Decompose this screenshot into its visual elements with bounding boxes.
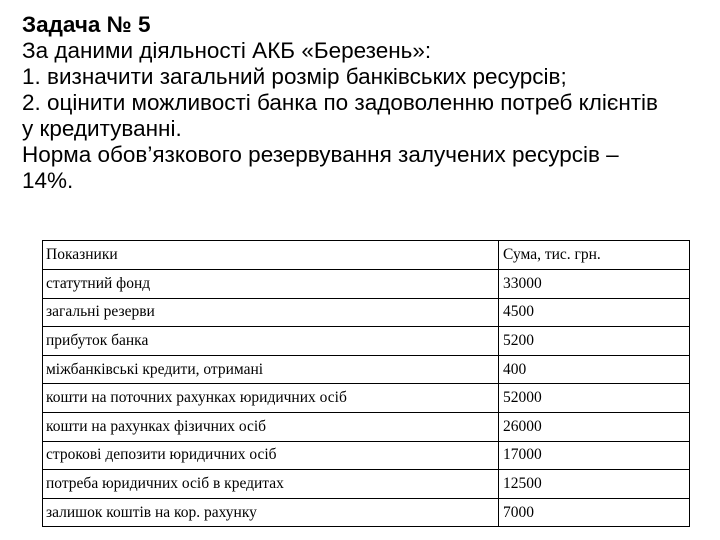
row-label: загальні резерви [43, 298, 499, 327]
table-row [43, 441, 690, 470]
header-indicators: Показники [43, 241, 499, 270]
row-value: 7000 [499, 498, 690, 527]
row-value: 4500 [499, 298, 690, 327]
task-line: За даними діяльності АКБ «Березень»: [22, 38, 432, 63]
task-text [22, 12, 712, 194]
task-line: Норма обов’язкового резервування залучених ресурсів – [22, 142, 619, 167]
table-row [43, 498, 690, 527]
task-line: 14%. [22, 168, 74, 193]
row-value: 33000 [499, 270, 690, 299]
row-label: прибуток банка [43, 327, 499, 356]
table-row [43, 384, 690, 413]
table-row [43, 270, 690, 299]
row-label: строкові депозити юридичних осіб [43, 441, 499, 470]
row-label: потреба юридичних осіб в кредитах [43, 470, 499, 499]
task-line: 2. оцінити можливості банка по задоволенню потреб клієнтів [22, 90, 659, 115]
row-label: статутний фонд [43, 270, 499, 299]
row-value: 52000 [499, 384, 690, 413]
table-row [43, 412, 690, 441]
row-label: міжбанківські кредити, отримані [43, 355, 499, 384]
row-label: залишок коштів на кор. рахунку [43, 498, 499, 527]
task-line: 1. визначити загальний розмір банківських ресурсів; [22, 64, 567, 89]
row-label: кошти на рахунках фізичних осіб [43, 412, 499, 441]
table-row [43, 327, 690, 356]
header-amount: Сума, тис. грн. [499, 241, 690, 270]
row-label: кошти на поточних рахунках юридичних осіб [43, 384, 499, 413]
indicators-table [42, 240, 690, 527]
row-value: 26000 [499, 412, 690, 441]
row-value: 400 [499, 355, 690, 384]
table-row [43, 355, 690, 384]
row-value: 17000 [499, 441, 690, 470]
table-row [43, 298, 690, 327]
table-row [43, 470, 690, 499]
task-line: у кредитуванні. [22, 116, 182, 141]
table-header-row [43, 241, 690, 270]
task-title: Задача № 5 [22, 12, 151, 37]
row-value: 5200 [499, 327, 690, 356]
row-value: 12500 [499, 470, 690, 499]
